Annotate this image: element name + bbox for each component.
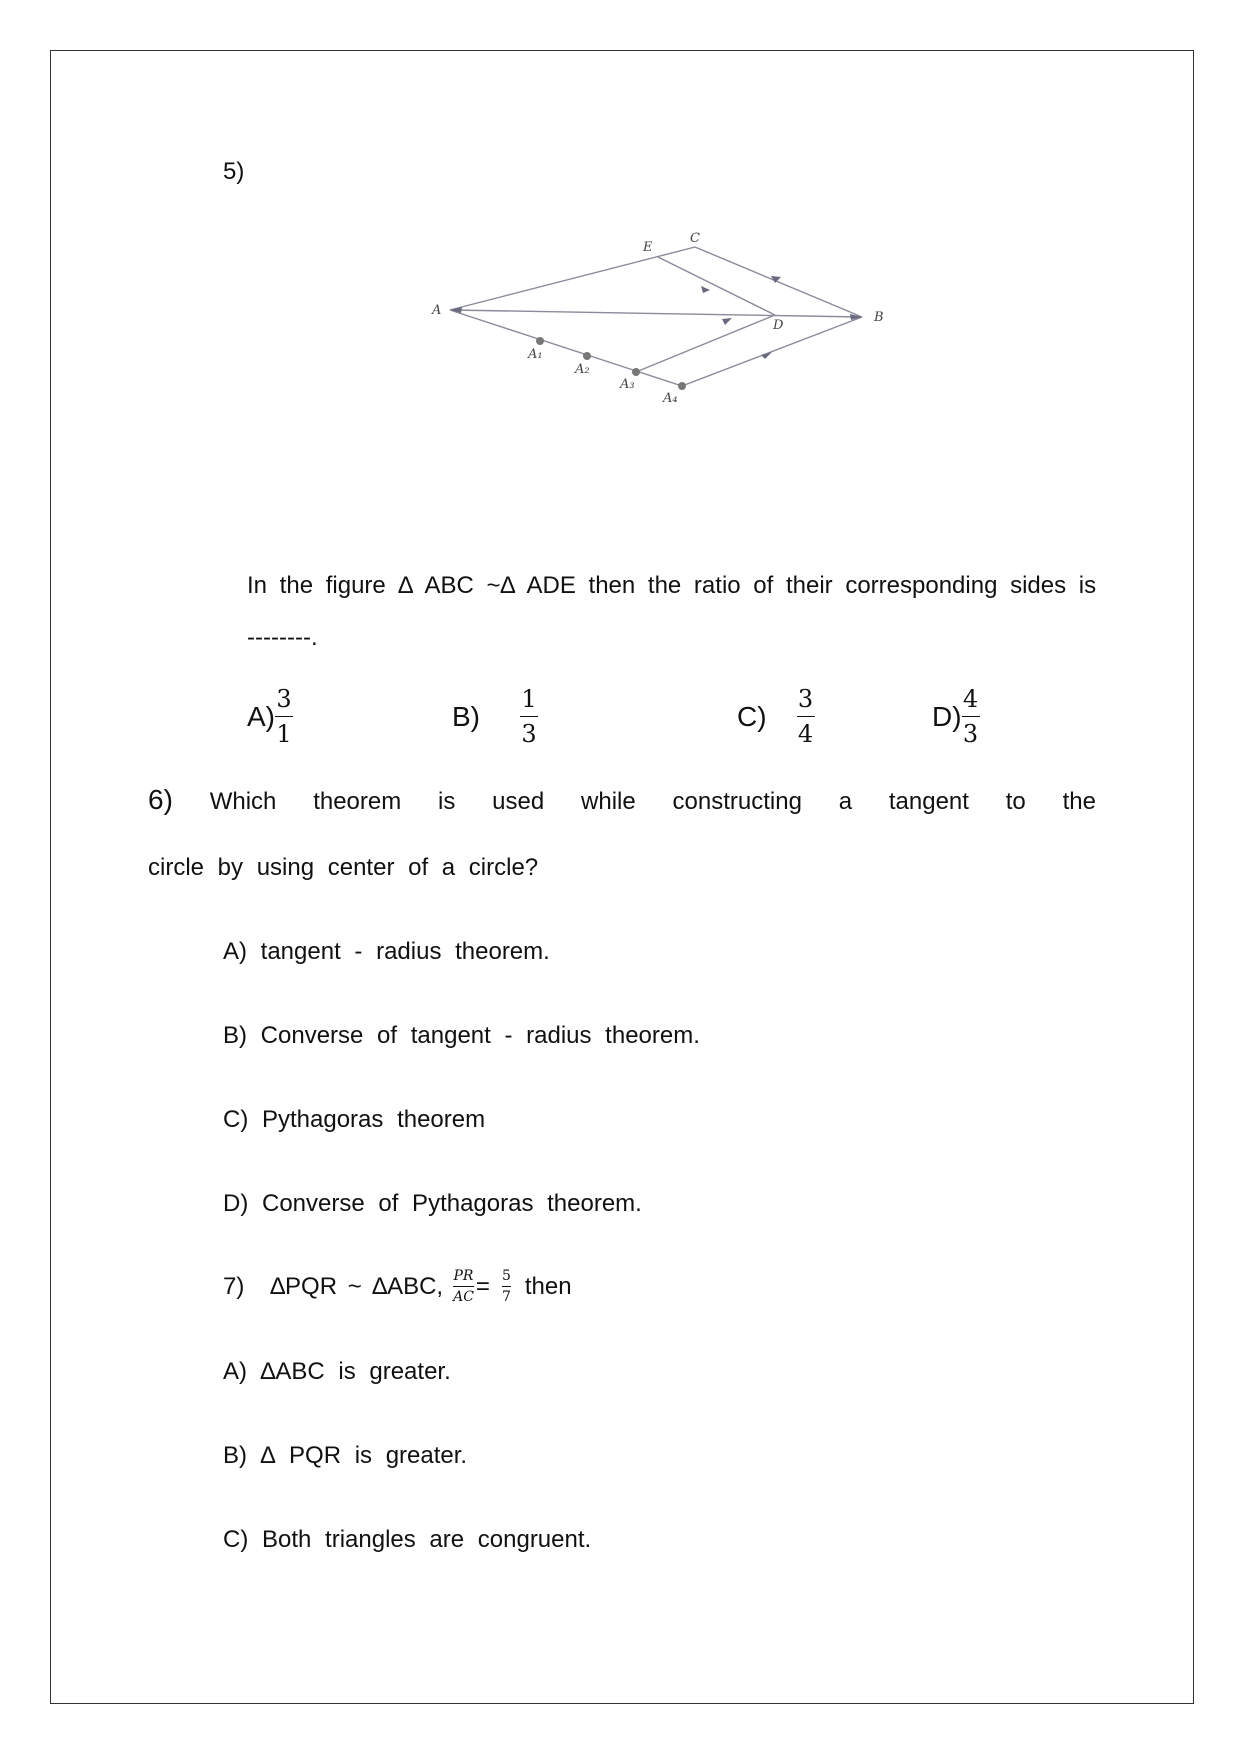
q6-option-d[interactable]: D) Converse of Pythagoras theorem.	[223, 1190, 642, 1217]
q5-option-b-label: B)	[452, 700, 480, 732]
label-A4: A₄	[663, 391, 678, 406]
label-C: C	[690, 231, 700, 246]
question-7-fraction-pr-ac	[453, 1268, 474, 1305]
q6-word: is	[438, 788, 456, 815]
fraction-numerator: PR	[453, 1268, 474, 1284]
segment-A-A4	[450, 310, 682, 386]
q5-option-b-fraction	[520, 685, 538, 748]
label-D: D	[773, 318, 784, 333]
label-E: E	[643, 240, 653, 255]
q5-option-c-label: C)	[737, 700, 767, 732]
label-A1: A₁	[528, 347, 543, 362]
question-5-number: 5)	[223, 158, 245, 185]
q7-option-b[interactable]: B) ∆ PQR is greater.	[223, 1442, 468, 1469]
similar-triangles-figure	[420, 230, 890, 410]
q6-word: used	[492, 788, 545, 815]
q6-option-a[interactable]: A) tangent - radius theorem.	[223, 938, 550, 965]
segment-CB	[695, 247, 862, 317]
question-5-text-line2: --------.	[247, 624, 318, 651]
q5-option-b-numerator: 1	[521, 685, 537, 713]
question-7-prefix: ∆PQR ~ ∆ABC,	[270, 1272, 444, 1300]
question-6-line1	[148, 784, 1096, 816]
q5-option-a[interactable]	[247, 685, 293, 748]
q5-option-d-denominator: 3	[962, 720, 979, 748]
q6-word: to	[1005, 788, 1026, 815]
segment-AB	[450, 310, 862, 317]
q5-option-c-numerator: 3	[797, 685, 814, 713]
label-A: A	[432, 303, 442, 318]
q6-word: the	[1062, 788, 1096, 815]
segment-A4-B	[682, 317, 862, 386]
segment-ED	[658, 257, 775, 315]
q5-option-d-numerator: 4	[962, 685, 979, 713]
question-7-stem	[223, 1268, 572, 1305]
question-6-number: 6)	[148, 784, 173, 815]
fraction-numerator: 5	[501, 1268, 511, 1284]
question-6-line2: circle by using center of a circle?	[148, 854, 539, 881]
label-A3: A₃	[620, 377, 635, 392]
q7-option-a[interactable]: A) ∆ABC is greater.	[223, 1358, 451, 1385]
q5-option-b-denominator: 3	[521, 720, 537, 748]
arrow-ED	[701, 286, 710, 293]
question-5-text: In the figure ∆ ABC ~∆ ADE then the ratio of their corresponding sides is	[247, 572, 1097, 599]
question-5-text-line1	[247, 572, 1147, 600]
q5-option-b[interactable]	[452, 685, 538, 748]
fraction-denominator: 7	[501, 1289, 511, 1305]
q6-word: Which	[209, 788, 277, 815]
q5-option-a-denominator: 1	[276, 720, 292, 748]
q5-option-a-numerator: 3	[276, 685, 292, 713]
q7-option-c[interactable]: C) Both triangles are congruent.	[223, 1526, 592, 1553]
point-A3	[632, 368, 640, 376]
q5-option-a-label: A)	[247, 700, 275, 732]
label-B: B	[874, 310, 884, 325]
segment-A3-D	[636, 315, 775, 372]
q6-word: a	[838, 788, 853, 815]
point-A1	[536, 337, 544, 345]
q6-word: constructing	[672, 788, 802, 815]
question-7-fraction-5-7	[502, 1268, 511, 1305]
q5-option-c-denominator: 4	[797, 720, 814, 748]
q6-option-b[interactable]: B) Converse of tangent - radius theorem.	[223, 1022, 700, 1049]
segment-AC	[450, 247, 695, 310]
question-7-suffix: then	[524, 1272, 572, 1300]
q5-option-c[interactable]	[737, 685, 815, 748]
equals-sign: =	[475, 1272, 490, 1300]
question-7-number: 7)	[223, 1272, 245, 1300]
q5-option-d-label: D)	[932, 700, 962, 732]
q5-option-c-fraction	[797, 685, 815, 748]
q5-option-d-fraction	[962, 685, 980, 748]
q5-option-a-fraction	[275, 685, 293, 748]
point-A4	[678, 382, 686, 390]
arrow-A3D	[722, 318, 732, 325]
q6-word: while	[581, 788, 636, 815]
label-A2: A₂	[575, 362, 590, 377]
q5-option-d[interactable]	[932, 685, 980, 748]
q6-option-c[interactable]: C) Pythagoras theorem	[223, 1106, 486, 1133]
q6-word: theorem	[313, 788, 402, 815]
fraction-denominator: AC	[453, 1289, 474, 1305]
point-A2	[583, 352, 591, 360]
q6-word: tangent	[888, 788, 969, 815]
